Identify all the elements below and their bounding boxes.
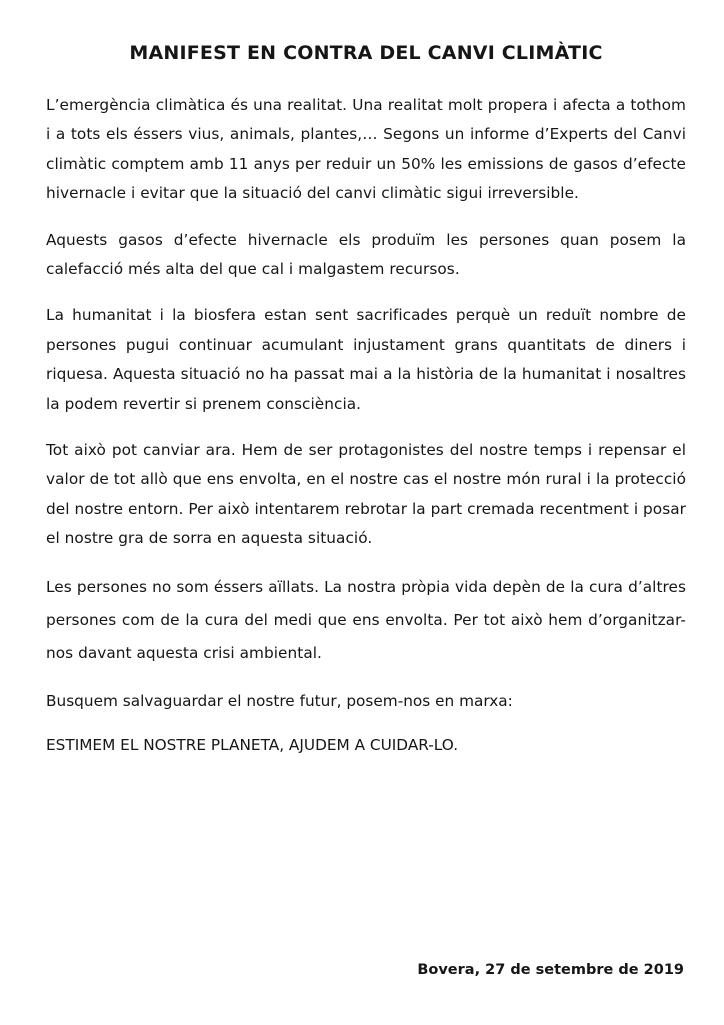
- paragraph-humanity-biosphere: La humanitat i la biosfera estan sent sacrificades perquè un reduït nombre de persones pugui continuar acumulant injustament grans quantitats de diners i riquesa. Aquesta situació no ha passat mai a la història de la humanitat i nosaltres la podem revertir si prenem consciència.: [46, 306, 686, 413]
- place-and-date: Bovera, 27 de setembre de 2019: [417, 962, 684, 978]
- paragraph-climate-emergency: L’emergència climàtica és una realitat. Una realitat molt propera i afecta a tothom i a tots els éssers vius, animals, plantes,… Segons un informe d’Experts del Canvi climàtic comptem amb 11 anys per reduir un 50% les emissions de gasos d’efecte hivernacle i evitar que la situació del canvi climàtic sigui irreversible.: [46, 96, 686, 203]
- paragraph-change-now: Tot això pot canviar ara. Hem de ser protagonistes del nostre temps i repensar el valor de tot allò que ens envolta, en el nostre cas el nostre món rural i la protecció del nostre entorn. Per això intentarem rebrotar la part cremada recentment i posar el nostre gra de sorra en aquesta situació.: [46, 441, 686, 548]
- paragraph-not-isolated: Les persones no som éssers aïllats. La nostra pròpia vida depèn de la cura d’altres persones com de la cura del medi que ens envolta. Per tot això hem d’organitzar-nos davant aquesta crisi ambiental.: [46, 577, 686, 662]
- slogan: ESTIMEM EL NOSTRE PLANETA, AJUDEM A CUIDAR-LO.: [46, 735, 459, 754]
- document-title: MANIFEST EN CONTRA DEL CANVI CLIMÀTIC: [129, 42, 603, 64]
- paragraph-greenhouse-gases: Aquests gasos d’efecte hivernacle els produïm les persones quan posem la calefacció més alta del que cal i malgastem recursos.: [46, 230, 686, 279]
- closing-line: Busquem salvaguardar el nostre futur, posem-nos en marxa:: [46, 691, 513, 710]
